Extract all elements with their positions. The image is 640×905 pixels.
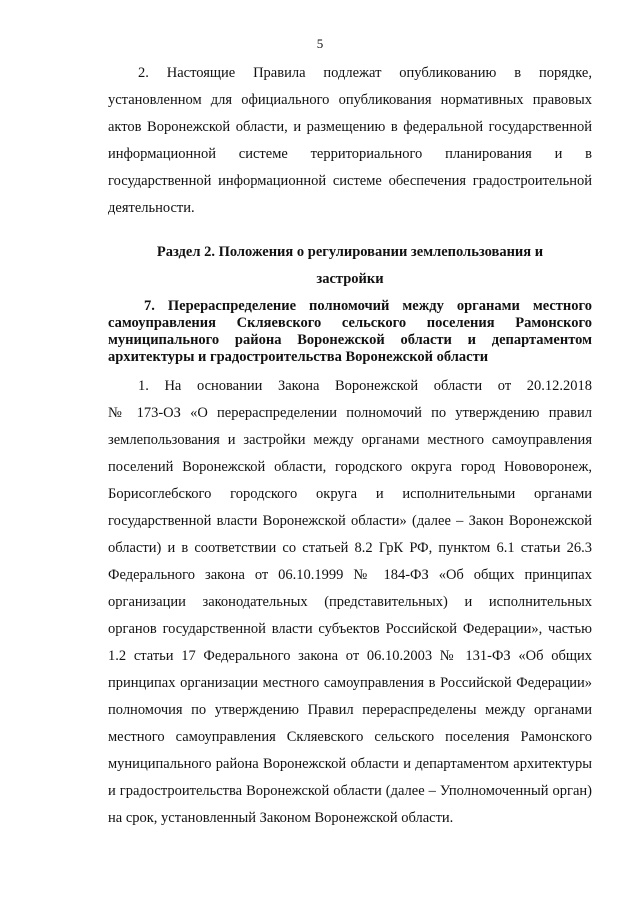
paragraph-line: 1. На основании Закона Воронежской области от 20.12.2018 [138, 378, 592, 394]
paragraph-line: Федерального закона от 06.10.1999 № 184-ФЗ «Об общих принципах [108, 567, 592, 583]
subsection-heading-line: муниципального района Воронежской области и департаментом [108, 332, 592, 348]
paragraph-line: и градостроительства Воронежской области (далее – Уполномоченный орган) [108, 783, 592, 799]
paragraph-line: организации законодательных (представительных) и исполнительных [108, 594, 592, 610]
paragraph-line: № 173-ОЗ «О перераспределении полномочий по утверждению правил [108, 405, 592, 421]
paragraph-line: поселений Воронежской области, городского округа город Нововоронеж, [108, 459, 592, 475]
subsection-heading-line: 7. Перераспределение полномочий между органами местного [144, 298, 592, 314]
subsection-heading-line: архитектуры и градостроительства Воронежской области [108, 349, 489, 365]
paragraph-line: 2. Настоящие Правила подлежат опубликованию в порядке, [138, 65, 592, 81]
paragraph-line: на срок, установленный Законом Воронежской области. [108, 810, 454, 826]
page-number: 5 [316, 36, 324, 51]
paragraph-line: органов государственной власти субъектов Российской Федерации», частью [108, 621, 592, 637]
paragraph-line: землепользования и застройки между органами местного самоуправления [108, 432, 592, 448]
paragraph-1 [108, 373, 592, 832]
paragraph-line: деятельности. [108, 200, 195, 216]
section-heading-line-1: Раздел 2. Положения о регулировании землепользования и [156, 244, 544, 260]
paragraph-line: установленном для официального опубликования нормативных правовых [108, 92, 592, 108]
section-heading [108, 239, 592, 293]
paragraph-line: Борисоглебского городского округа и исполнительными органами [108, 486, 592, 502]
section-heading-line-2: застройки [316, 271, 384, 287]
paragraph-line: местного самоуправления Скляевского сельского поселения Рамонского [108, 729, 592, 745]
paragraph-line: информационной системе территориального планирования и в [108, 146, 592, 162]
paragraph-line: государственной власти Воронежской области» (далее – Закон Воронежской [108, 513, 592, 529]
paragraph-line: муниципального района Воронежской области и департаментом архитектуры [108, 756, 592, 772]
paragraph-line: 1.2 статьи 17 Федерального закона от 06.10.2003 № 131-ФЗ «Об общих [108, 648, 592, 664]
subsection-heading-line: самоуправления Скляевского сельского поселения Рамонского [108, 315, 592, 331]
paragraph-line: принципах организации местного самоуправления в Российской Федерации» [108, 675, 592, 691]
paragraph-2 [108, 60, 592, 222]
paragraph-line: области) и в соответствии со статьей 8.2 ГрК РФ, пунктом 6.1 статьи 26.3 [108, 540, 592, 556]
paragraph-line: государственной информационной системе обеспечения градостроительной [108, 173, 592, 189]
subsection-heading [108, 298, 592, 366]
paragraph-line: актов Воронежской области, и размещению в федеральной государственной [108, 119, 592, 135]
paragraph-line: полномочия по утверждению Правил перераспределены между органами [108, 702, 592, 718]
